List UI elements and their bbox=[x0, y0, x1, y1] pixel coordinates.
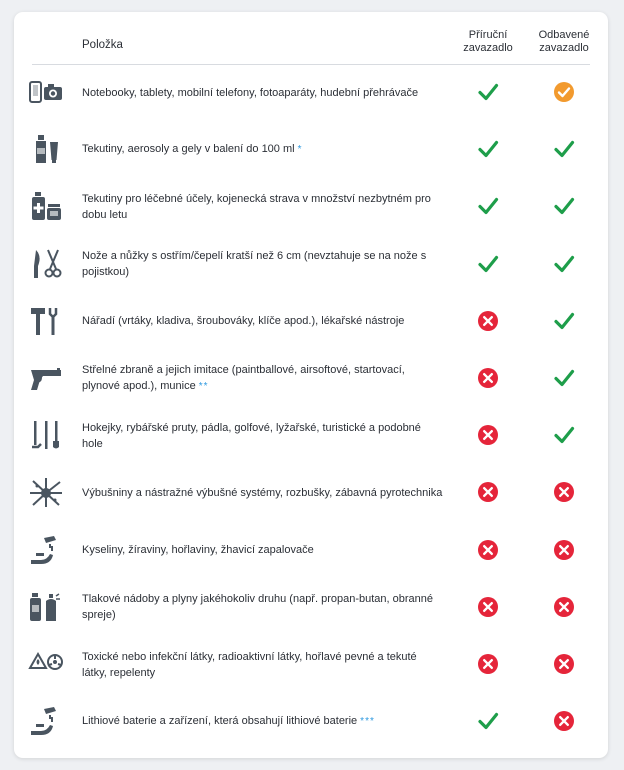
allowed-check-icon bbox=[553, 195, 575, 217]
item-text: Hokejky, rybářské pruty, pádla, golfové, lyžařské, turistické a podobné hole bbox=[82, 421, 421, 450]
table-row bbox=[14, 522, 608, 579]
allowed-check-icon bbox=[477, 138, 499, 160]
table-row bbox=[14, 407, 608, 464]
phone-camera-icon bbox=[28, 76, 64, 108]
forbidden-cross-icon bbox=[477, 481, 499, 503]
forbidden-cross-icon bbox=[477, 367, 499, 389]
table-row bbox=[14, 350, 608, 407]
battery-icon bbox=[28, 705, 64, 737]
footnote-marker: * bbox=[297, 144, 303, 156]
explosion-icon bbox=[28, 476, 64, 508]
item-description bbox=[82, 236, 444, 293]
item-text: Tekutiny, aerosoly a gely v balení do 100 ml bbox=[82, 143, 295, 156]
item-text: Nože a nůžky s ostřím/čepelí kratší než 6 cm (nevztahuje se na nože s pojistkou) bbox=[82, 250, 427, 279]
table-row bbox=[14, 236, 608, 293]
corrosive-icon bbox=[28, 534, 64, 566]
table-header bbox=[14, 12, 608, 64]
item-description bbox=[82, 121, 444, 178]
allowed-check-icon bbox=[477, 195, 499, 217]
table-row bbox=[14, 579, 608, 636]
allowed-check-icon bbox=[553, 138, 575, 160]
footnote-marker: ** bbox=[198, 381, 209, 392]
column-header-checked-line2: zavazadlo bbox=[539, 42, 589, 54]
allowed-check-icon bbox=[477, 253, 499, 275]
item-description bbox=[82, 464, 444, 521]
item-description bbox=[82, 350, 444, 407]
allowed-check-icon bbox=[553, 310, 575, 332]
item-text: Nářadí (vrtáky, kladiva, šroubováky, klíče apod.), lékařské nástroje bbox=[82, 315, 405, 328]
item-description bbox=[82, 293, 444, 350]
column-header-item: Položka bbox=[82, 39, 123, 51]
forbidden-cross-icon bbox=[553, 653, 575, 675]
sports-sticks-icon bbox=[28, 419, 64, 451]
hammer-wrench-icon bbox=[28, 305, 64, 337]
item-text: Lithiové baterie a zařízení, která obsahují lithiové baterie bbox=[82, 715, 358, 728]
forbidden-cross-icon bbox=[553, 596, 575, 618]
hazard-icon bbox=[28, 648, 64, 680]
pressure-can-icon bbox=[28, 591, 64, 623]
allowed-check-icon bbox=[477, 710, 499, 732]
forbidden-cross-icon bbox=[477, 310, 499, 332]
forbidden-cross-icon bbox=[553, 481, 575, 503]
item-description bbox=[82, 579, 444, 636]
column-header-cabin-line1: Příruční bbox=[468, 29, 508, 41]
allowed-check-icon bbox=[553, 367, 575, 389]
baggage-rules-card bbox=[14, 12, 608, 758]
item-description bbox=[82, 522, 444, 579]
forbidden-cross-icon bbox=[477, 596, 499, 618]
item-description bbox=[82, 64, 444, 121]
table-row bbox=[14, 293, 608, 350]
pistol-icon bbox=[28, 362, 64, 394]
item-text: Střelné zbraně a jejich imitace (paintballové, airsoftové, startovací, plynové apod.), munice bbox=[82, 364, 405, 392]
footnote-marker: *** bbox=[360, 716, 375, 728]
table-row bbox=[14, 178, 608, 235]
forbidden-cross-icon bbox=[477, 653, 499, 675]
item-text: Výbušniny a nástražné výbušné systémy, rozbušky, zábavná pyrotechnika bbox=[82, 486, 443, 499]
allowed-check-icon bbox=[477, 81, 499, 103]
column-header-checked bbox=[526, 29, 602, 55]
item-text: Toxické nebo infekční látky, radioaktivní látky, hořlavé pevné a tekuté látky, repelenty bbox=[82, 650, 417, 679]
knife-scissors-icon bbox=[28, 248, 64, 280]
forbidden-cross-icon bbox=[553, 710, 575, 732]
conditional-check-icon bbox=[553, 81, 575, 103]
table-row bbox=[14, 693, 608, 750]
item-text: Tlakové nádoby a plyny jakéhokoliv druhu (např. propan-butan, obranné spreje) bbox=[82, 593, 434, 622]
item-text: Tekutiny pro léčebné účely, kojenecká strava v množství nezbytném pro dobu letu bbox=[82, 192, 431, 221]
table-row bbox=[14, 64, 608, 121]
forbidden-cross-icon bbox=[477, 539, 499, 561]
column-header-checked-line1: Odbavené bbox=[538, 29, 590, 41]
item-text: Notebooky, tablety, mobilní telefony, fotoaparáty, hudební přehrávače bbox=[82, 86, 419, 99]
bottle-tube-icon bbox=[28, 133, 64, 165]
item-description bbox=[82, 178, 444, 235]
item-description bbox=[82, 636, 444, 693]
forbidden-cross-icon bbox=[553, 539, 575, 561]
column-header-cabin-line2: zavazadlo bbox=[463, 42, 513, 54]
medicine-baby-food-icon bbox=[28, 190, 64, 222]
column-header-cabin bbox=[450, 29, 526, 55]
forbidden-cross-icon bbox=[477, 424, 499, 446]
table-row bbox=[14, 636, 608, 693]
table-row bbox=[14, 121, 608, 178]
allowed-check-icon bbox=[553, 424, 575, 446]
allowed-check-icon bbox=[553, 253, 575, 275]
item-description bbox=[82, 407, 444, 464]
item-description bbox=[82, 693, 444, 750]
item-text: Kyseliny, žíraviny, hořlaviny, žhavicí zapalovače bbox=[82, 544, 314, 557]
table-row bbox=[14, 464, 608, 521]
